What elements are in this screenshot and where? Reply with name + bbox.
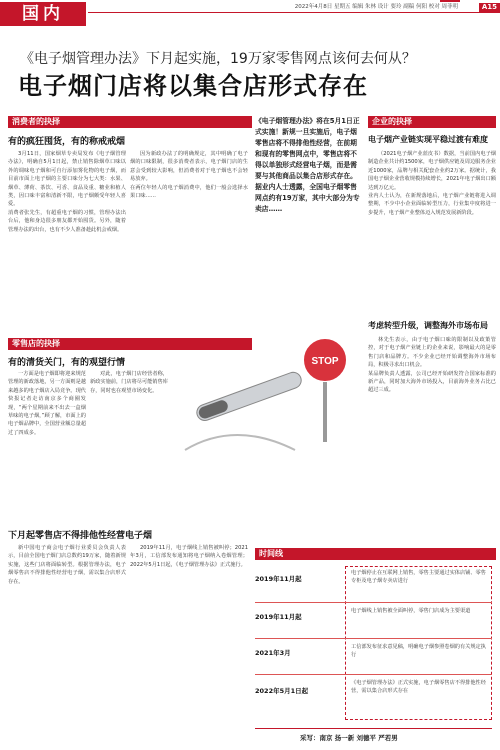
enterprise-paragraph-2: 业内人士认为，在新规落地后，电子烟产业链将进入调整期，不少中小企业面临转型压力，行业集中度将进一步提升，电子烟产业整体迈入规范发展新阶段。 [368,193,496,216]
retail-heading: 有的清货关门，有的观望行情 [8,358,126,368]
enterprise-paragraph-1: （2021电子烟产业蓝皮书）数据，当前国内电子烟制造企业共计约1500家，电子烟供应链及周边服务企业近1000家，品牌与相关配套企业约2万家。据统计，我国电子烟企业营收规模持续增长，2021年电子烟出口额达到万亿元。 [368,151,496,191]
section-bar-consumer: 消费者的抉择 [8,116,252,128]
enterprise-paragraph-4: 某品牌负责人透露，公司已经开始研发符合国家标准的新产品，同时加大海外市场投入，目前海外业务占比已超过三成。 [368,370,496,394]
consumer-paragraph-1: 3月11日，国家烟草专卖局发布《电子烟管理办法》，明确自5月1日起，禁止销售除烟草口味以外的调味电子烟和可自行添加雾化物的电子烟，而目前市面上电子烟的主要口味分为七大类：水果、烟草、薄荷、茶饮、可香、食品及重、糖业和植人类，因口味丰富和清新不限，电子烟颇受年轻人喜爱。 [8,151,126,208]
enterprise-text-2 [368,336,496,506]
consumer-paragraph-3: 因为新政办法了的明确规定，其中明确了电子烟的口味限制，很多消费者表示，电子烟门店的生意会受到较大影响，但消费者对于电子烟也不会轻易放弃。 [130,151,248,183]
divider [255,602,492,603]
sub-headline: 《电子烟管理办法》下月起实施，19万家零售网点该何去何从？ [20,51,416,67]
svg-text:STOP: STOP [311,356,339,367]
header-info: 2022年4月8日 星期五 编辑 朱林 设计 要玲 副稿 何阳 校对 周菲明 [294,4,458,10]
page-header [88,2,500,13]
retail-col1 [8,370,86,520]
timeline-box [345,566,492,720]
section-tag: 国内 [0,2,86,26]
consumer-paragraph-2: 消费者张先生，有超重电子烟的习惯，管理办法出台后，他和身边很多朋友都开始囤货。另外，随着管理办法的出台，也有不少人准备趁此机会戒烟。 [8,209,126,233]
timeline-date: 2021年3月 [255,649,291,657]
enterprise-heading-2: 考虑转型升级，调整海外市场布局 [368,321,488,330]
credit-divider [255,728,492,729]
enterprise-text-1 [368,150,496,310]
timeline-date: 2019年11月起 [255,613,302,621]
consumer-paragraph-4: 在两位年轻人的电子烟消费中，他们一般会选择水果口味…… [130,184,248,200]
exclusive-paragraph-1: 新中国电子商会电子烟行业委员会负责人表示，目前全国电子烟门店总数约19万家，随着新规实施，这些门店将面临转型。根据管理办法，电子烟零售店不得排他性经营电子烟，需以集合店形式存在。 [8,545,126,585]
retail-paragraph-1: 一方面是电子烟即将迎来规范管理的新政落地，另一方面则是越来越多的电子烟店入局竞争。现代快报记者走访南京多个商圈发现，“两个星期前来不出去一盒烟草味的电子烟，”顾了解，市面上的电子烟品牌中，全国营业额总量超过了四成多。 [8,371,86,436]
no-vape-illustration [175,300,365,460]
timeline-text: 《电子烟管理办法》正式实施，电子烟零售店不得排他性经营，需以集合店形式存在 [351,680,486,694]
enterprise-paragraph-3: 林先生表示，由于电子烟口味的限制以及政策管控，对于电子烟产业链上的企业来说，影响最大的是零售门店和品牌方。不少企业已经开始调整海外市场布局，积极寻求出口机会。 [368,337,496,369]
timeline-date: 2022年5月1日起 [255,687,309,695]
byline: 采写：南京 扬一新 刘德平 严若男 [300,734,398,742]
exclusive-paragraph-2: 2019年11月，电子烟线上销售被叫停；2021年3月，工信部发布通知将电子烟纳入卷烟管理；2022年5月1日起，《电子烟管理办法》正式施行。 [130,545,248,568]
divider [255,638,492,639]
retail-col2 [90,370,168,520]
pull-quote: 《电子烟管理办法》将在5月1日正式实施！新规一旦实施后，电子烟零售店将不得排他性经营，在前期和现有的零售网点中，零售店将不得以单独形式经营电子烟，而是需要与其他商品以集合店形式存在。据业内人士透露，全国电子烟零售网点约有19万家，其中大部分为专卖店…… [255,117,360,213]
consumer-col1 [8,150,126,330]
consumer-heading: 有的疯狂囤货，有的称戒戒烟 [8,137,126,147]
divider [255,674,492,675]
exclusive-heading: 下月起零售店不得排他性经营电子烟 [8,531,153,541]
main-headline: 电子烟门店将以集合店形式存在 [18,72,368,100]
enterprise-heading-1: 电子烟产业链实现平稳过渡有难度 [368,135,488,144]
timeline-date: 2019年11月起 [255,575,302,583]
retail-paragraph-2: 对此，电子烟门店经营者称，新政实施前，门店将尽可能销售库存，同时也在观望市场变化。 [90,371,168,394]
timeline-text: 电子烟线上销售被全面叫停，零售门店成为主要渠道 [351,608,471,614]
exclusive-col2 [130,544,248,734]
section-bar-retail: 零售店的抉择 [8,338,252,350]
timeline-text: 工信部发布征求意见稿，明确电子烟参照卷烟的有关规定执行 [351,644,486,658]
section-bar-enterprise: 企业的抉择 [368,116,496,128]
timeline [255,566,492,721]
section-bar-timeline: 时间线 [255,548,496,560]
exclusive-col1 [8,544,126,734]
timeline-text: 电子烟停止在互联网上销售，零售主要通过实体店铺、零售专柜及电子烟专卖店进行 [351,570,486,584]
page-number: A15 [479,3,500,12]
